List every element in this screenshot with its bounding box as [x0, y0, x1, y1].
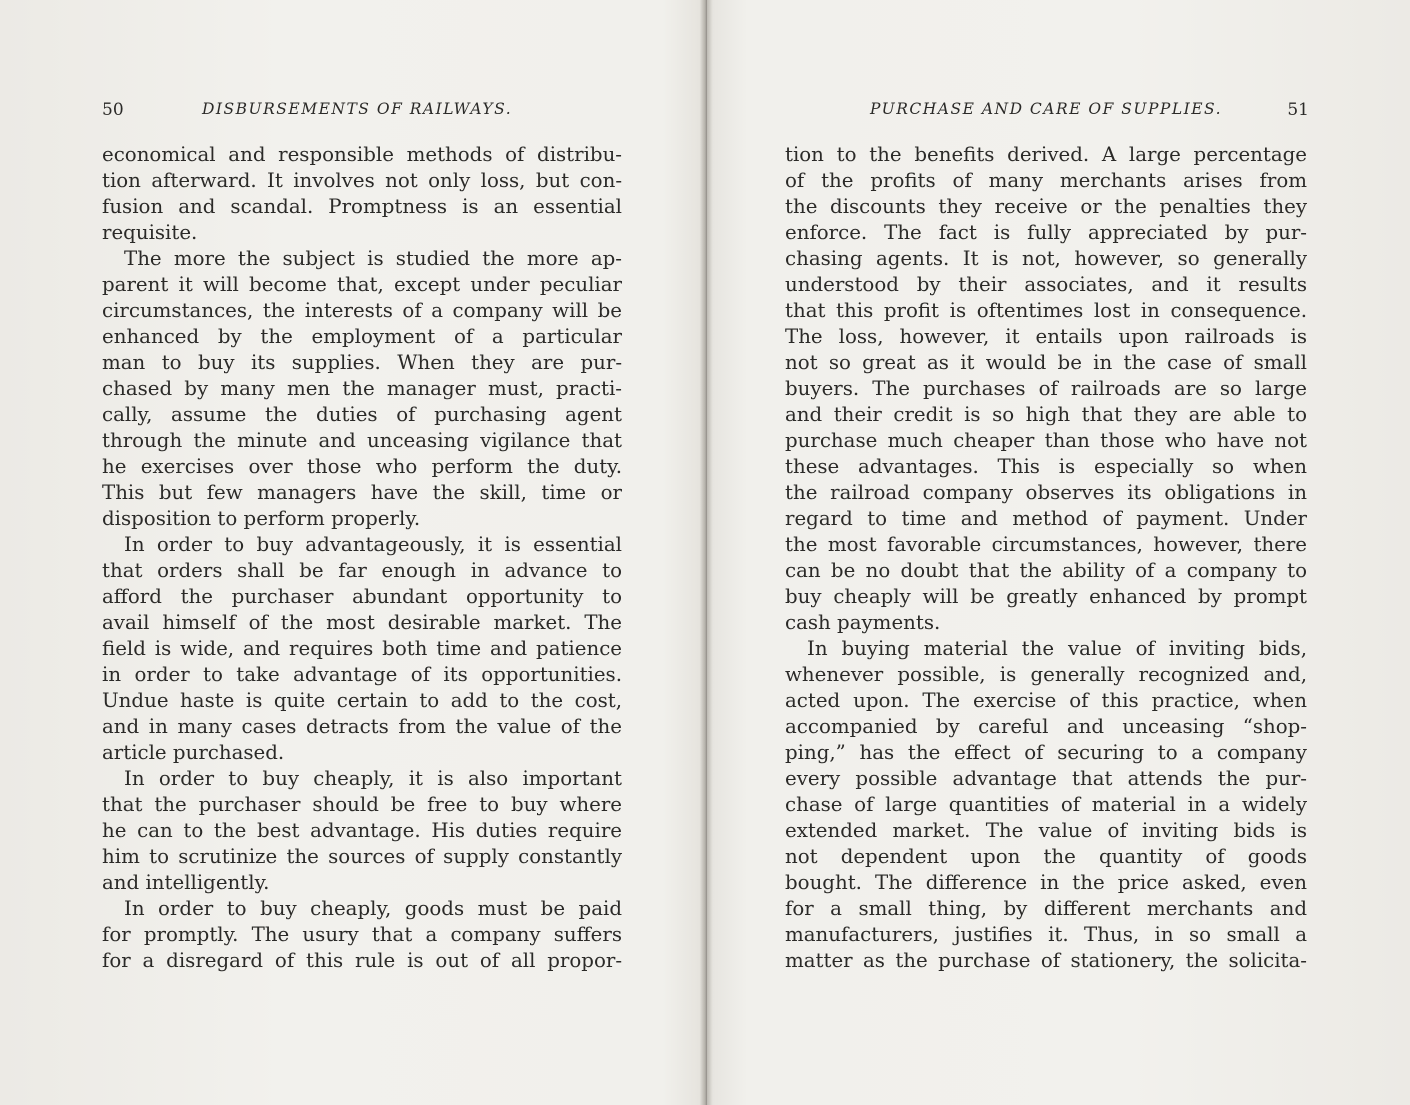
running-title: DISBURSEMENTS OF RAILWAYS. [202, 100, 513, 118]
text-line: him to scrutinize the sources of supply constantly [102, 845, 622, 868]
text-line: can be no doubt that the ability of a company to [785, 559, 1307, 582]
text-line: cash payments. [785, 611, 941, 634]
text-line: requisite. [102, 221, 198, 244]
text-line: the railroad company observes its obligations in [785, 481, 1307, 504]
text-line: Undue haste is quite certain to add to the cost, [102, 689, 622, 712]
text-line: in order to take advantage of its opportunities. [102, 663, 622, 686]
text-line: for promptly. The usury that a company suffers [102, 923, 622, 946]
text-line: afford the purchaser abundant opportunity to [102, 585, 622, 608]
text-line: tion afterward. It involves not only loss, but con- [102, 169, 622, 192]
text-line: he exercises over those who perform the duty. [102, 455, 622, 478]
text-line: article purchased. [102, 741, 285, 764]
right-page [705, 0, 1410, 1105]
text-line: through the minute and unceasing vigilance that [102, 429, 622, 452]
text-line: The more the subject is studied the more ap- [124, 247, 622, 270]
text-line: extended market. The value of inviting bids is [785, 819, 1307, 842]
text-line: understood by their associates, and it results [785, 273, 1307, 296]
text-line: In order to buy cheaply, goods must be paid [124, 897, 622, 920]
text-line: the discounts they receive or the penalties they [785, 195, 1307, 218]
text-line: buyers. The purchases of railroads are so large [785, 377, 1307, 400]
text-line: for a small thing, by different merchants and [785, 897, 1307, 920]
text-line: regard to time and method of payment. Under [785, 507, 1307, 530]
page-number: 50 [102, 100, 124, 120]
text-line: In order to buy advantageously, it is essential [124, 533, 622, 556]
text-line: enforce. The fact is fully appreciated by pur- [785, 221, 1307, 244]
text-line: and their credit is so high that they are able to [785, 403, 1307, 426]
left-page-header [102, 100, 522, 124]
text-line: that orders shall be far enough in advance to [102, 559, 622, 582]
text-line: cally, assume the duties of purchasing agent [102, 403, 622, 426]
text-line: he can to the best advantage. His duties require [102, 819, 622, 842]
text-line: ping,” has the effect of securing to a company [785, 741, 1307, 764]
text-line: every possible advantage that attends the pur- [785, 767, 1307, 790]
text-line: enhanced by the employment of a particular [102, 325, 622, 348]
text-line: avail himself of the most desirable market. The [102, 611, 622, 634]
text-line: This but few managers have the skill, time or [102, 481, 622, 504]
text-line: not so great as it would be in the case of small [785, 351, 1307, 374]
left-page-body [102, 142, 622, 974]
right-page-body [785, 142, 1307, 974]
text-line: In order to buy cheaply, it is also important [124, 767, 622, 790]
page-number: 51 [1287, 100, 1309, 120]
text-line: tion to the benefits derived. A large percentage [785, 143, 1307, 166]
text-line: man to buy its supplies. When they are pur- [102, 351, 622, 374]
text-line: and intelligently. [102, 871, 270, 894]
text-line: that the purchaser should be free to buy where [102, 793, 622, 816]
text-line: whenever possible, is generally recognized and, [785, 663, 1307, 686]
text-line: accompanied by careful and unceasing “shop- [785, 715, 1307, 738]
text-line: The loss, however, it entails upon railroads is [785, 325, 1307, 348]
text-line: chased by many men the manager must, practi- [102, 377, 622, 400]
right-page-header [865, 100, 1309, 124]
text-line: In buying material the value of inviting bids, [807, 637, 1307, 660]
text-line: the most favorable circumstances, however, there [785, 533, 1307, 556]
text-line: bought. The difference in the price asked, even [785, 871, 1307, 894]
text-line: chasing agents. It is not, however, so generally [785, 247, 1307, 270]
text-line: disposition to perform properly. [102, 507, 421, 530]
running-title: PURCHASE AND CARE OF SUPPLIES. [870, 100, 1223, 118]
text-line: economical and responsible methods of distribu- [102, 143, 622, 166]
text-line: parent it will become that, except under peculiar [102, 273, 622, 296]
text-line: manufacturers, justifies it. Thus, in so small a [785, 923, 1307, 946]
text-line: chase of large quantities of material in a widely [785, 793, 1307, 816]
text-line: for a disregard of this rule is out of all propor- [102, 949, 622, 972]
text-line: matter as the purchase of stationery, the solicita- [785, 949, 1307, 972]
text-line: circumstances, the interests of a company will be [102, 299, 622, 322]
text-line: not dependent upon the quantity of goods [785, 845, 1307, 868]
text-line: field is wide, and requires both time and patience [102, 637, 622, 660]
text-line: acted upon. The exercise of this practice, when [785, 689, 1307, 712]
text-line: that this profit is oftentimes lost in consequence. [785, 299, 1307, 322]
text-line: and in many cases detracts from the value of the [102, 715, 622, 738]
text-line: buy cheaply will be greatly enhanced by prompt [785, 585, 1307, 608]
text-line: purchase much cheaper than those who have not [785, 429, 1307, 452]
text-line: these advantages. This is especially so when [785, 455, 1307, 478]
text-line: of the profits of many merchants arises from [785, 169, 1307, 192]
text-line: fusion and scandal. Promptness is an essential [102, 195, 622, 218]
